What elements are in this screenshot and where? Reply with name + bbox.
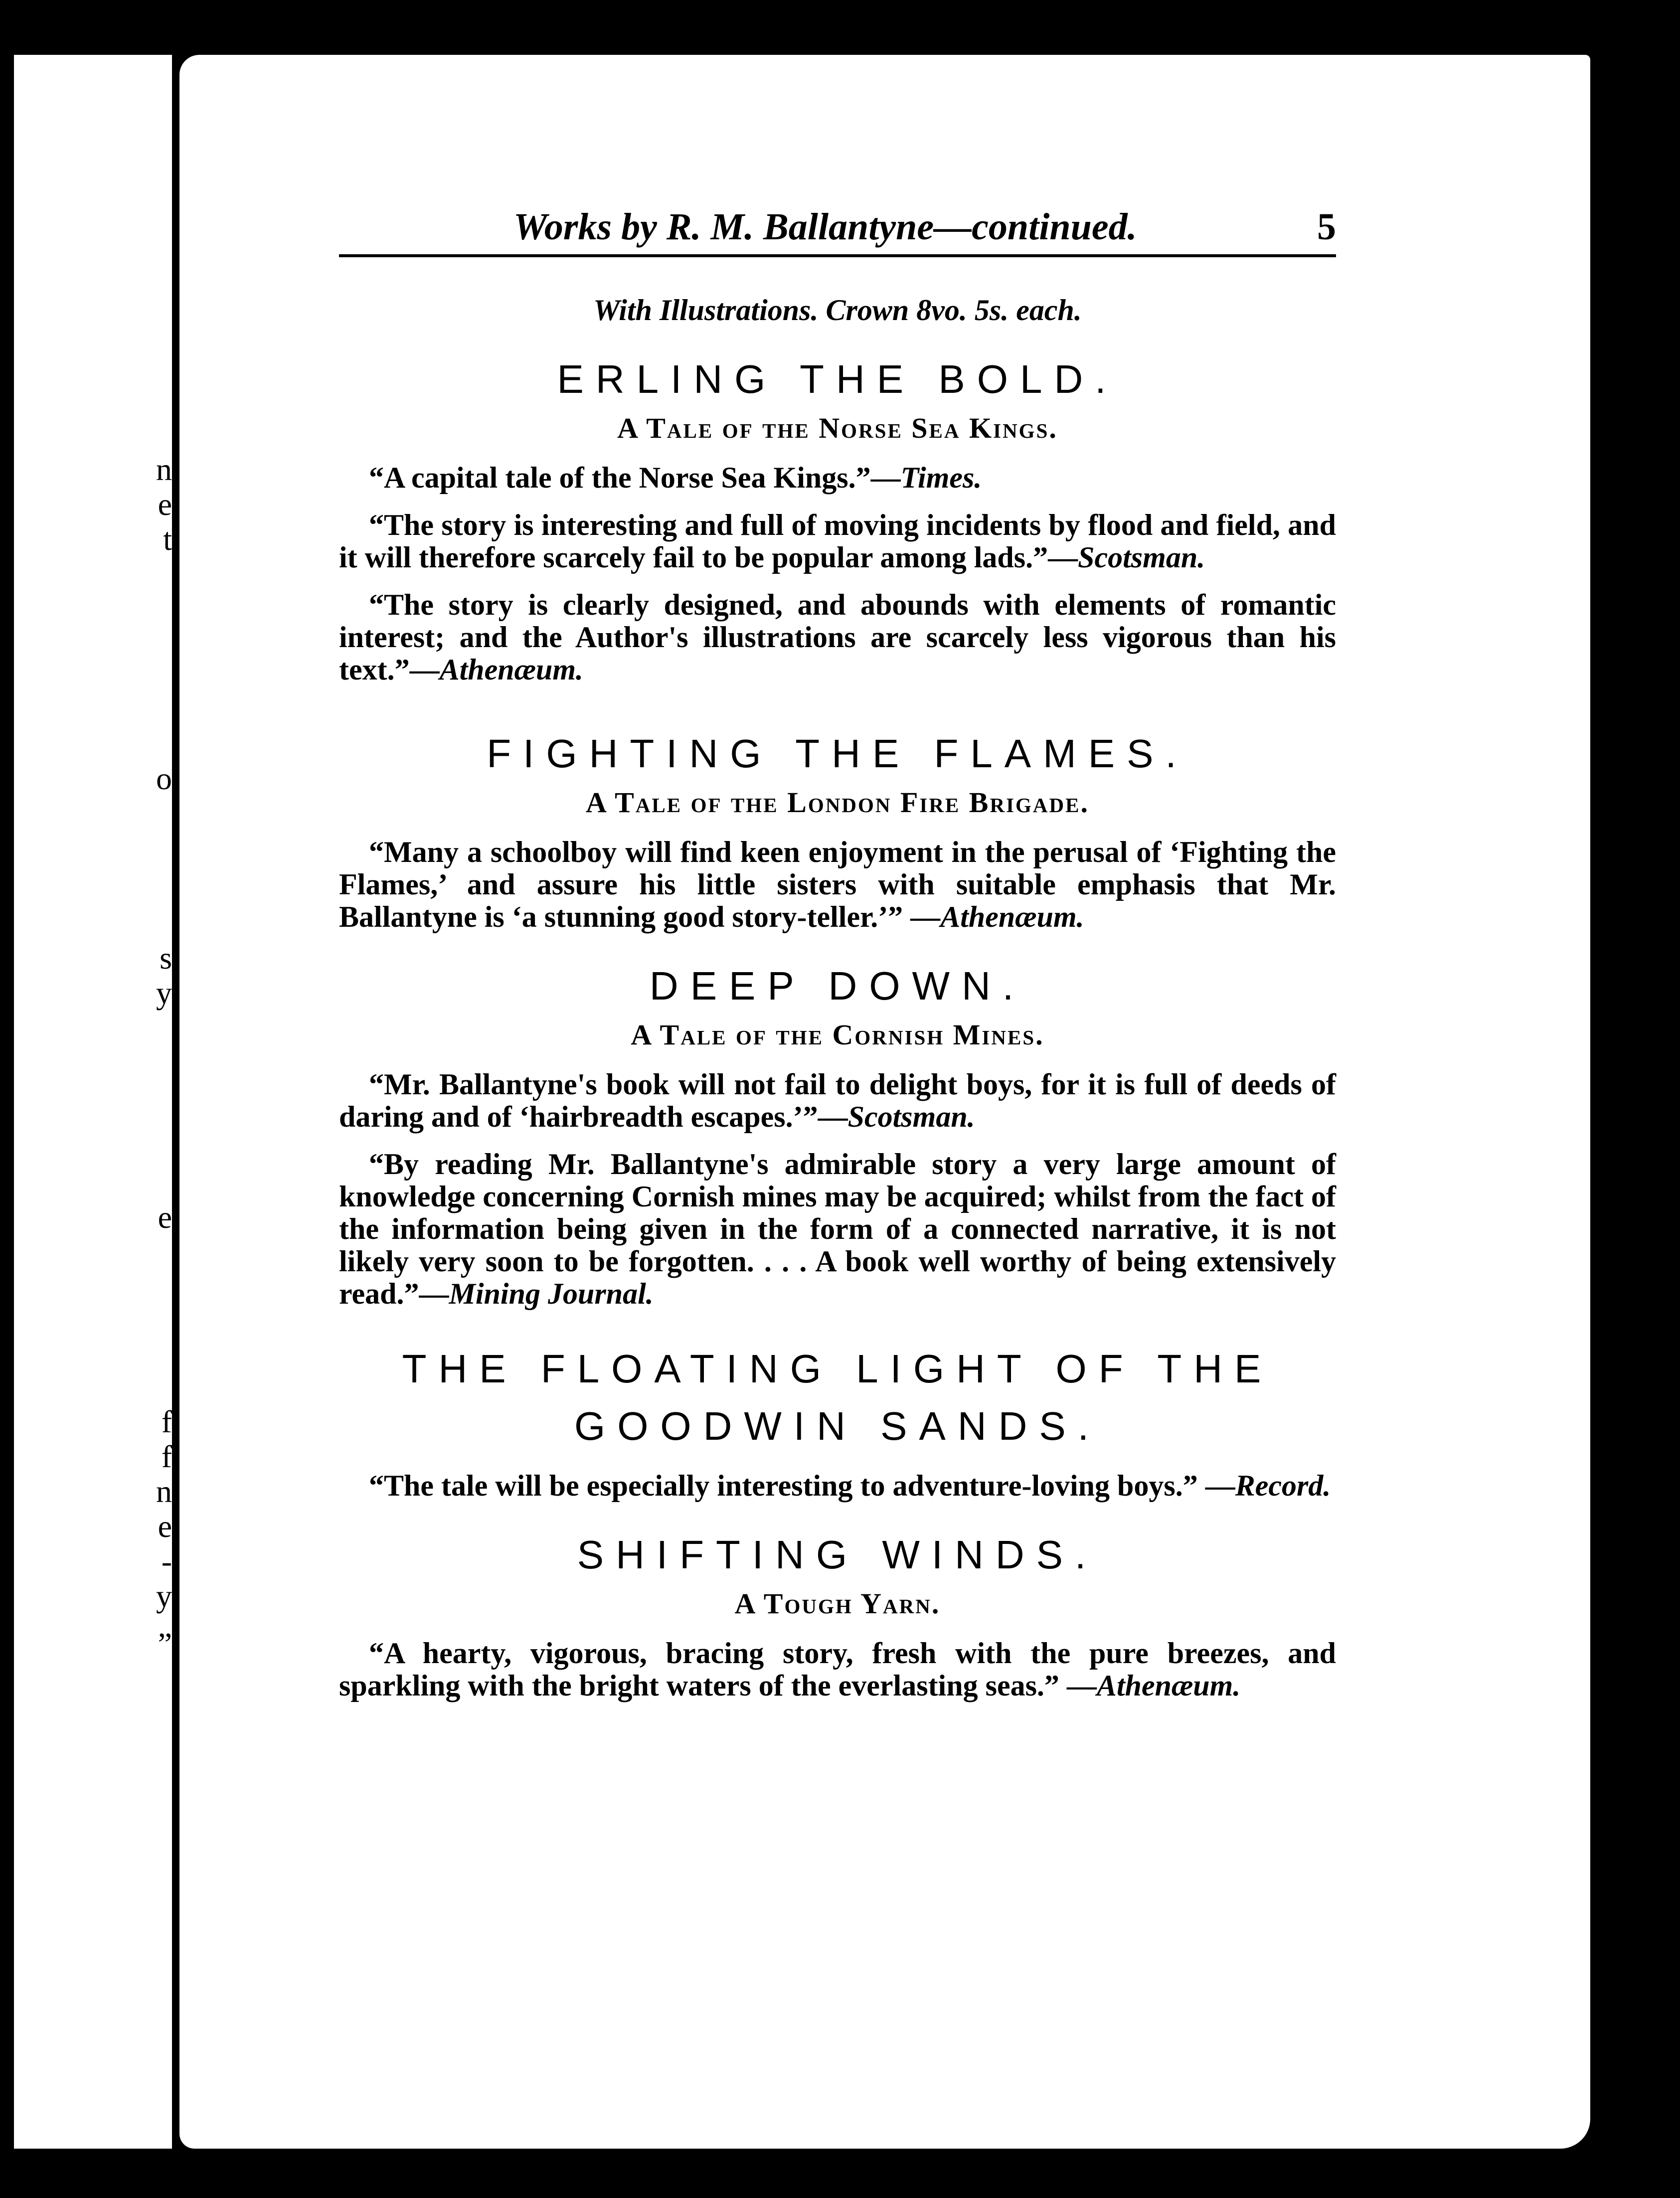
review-source: Times. [900, 461, 982, 494]
review-quote: “The story is interesting and full of moving incidents by flood and field, and it will therefore scarcely fail to be popular among lads.”—Scotsman. [339, 508, 1336, 574]
review-source: Scotsman. [847, 1100, 975, 1133]
book-title: FIGHTING THE FLAMES. [487, 731, 1188, 776]
review-source: Athenæum. [1096, 1669, 1241, 1702]
review-source: Scotsman. [1078, 541, 1205, 574]
book-title: SHIFTING WINDS. [577, 1532, 1098, 1577]
page-number: 5 [1317, 206, 1336, 248]
review-quote: “Many a schoolboy will find keen enjoyment in the perusal of ‘Fighting the Flames,’ and assure his little sisters with suitable emphasis that Mr. Ballantyne is ‘a stunning good story-teller.’” —Athenæum. [339, 836, 1336, 933]
book-title: DEEP DOWN. [649, 964, 1026, 1008]
review-source: Athenæum. [439, 653, 584, 686]
fragment: t [163, 521, 172, 557]
fragment: n [156, 452, 172, 487]
imprint-line: With Illustrations. Crown 8vo. 5s. each. [593, 294, 1082, 327]
facing-page-strip [0, 55, 172, 2149]
fragment: o [156, 761, 172, 796]
review-quote: “A capital tale of the Norse Sea Kings.”—Times. [369, 461, 982, 494]
fragment: „ [158, 1608, 172, 1644]
review-quote: “By reading Mr. Ballantyne's admirable story a very large amount of knowledge concerning Cornish mines may be acquired; whilst from the fact of the information being given in the form of a connected narrative, it is not likely very soon to be forgotten. . . . A book well worthy of being extensively read.”—Mining Journal. [339, 1148, 1336, 1310]
fragment: s [160, 940, 172, 976]
fragment: e [158, 1199, 172, 1235]
fragment: - [161, 1543, 172, 1579]
review-quote: “The story is clearly designed, and abounds with elements of romantic interest; and the Author's illustrations are scarcely less vigorous than his text.”—Athenæum. [339, 588, 1336, 686]
fragment: f [161, 1439, 172, 1474]
book-spine-shadow [0, 55, 14, 2149]
book-subtitle: A Tale of the Cornish Mines. [631, 1018, 1044, 1051]
fragment: y [156, 1578, 172, 1614]
fragment: y [156, 975, 172, 1011]
fragment: e [158, 1509, 172, 1544]
review-source: Mining Journal. [449, 1277, 654, 1310]
book-title: THE FLOATING LIGHT OF THE GOODWIN SANDS. [402, 1347, 1273, 1448]
review-quote: “A hearty, vigorous, bracing story, fresh with the pure breezes, and sparkling with the bright waters of the everlasting seas.” —Athenæum. [339, 1637, 1336, 1702]
book-subtitle: A Tale of the London Fire Brigade. [586, 786, 1089, 819]
review-quote: “The tale will be especially interesting to adventure-loving boys.” —Record. [369, 1469, 1331, 1502]
fragment: e [158, 487, 172, 522]
running-head [339, 194, 1336, 257]
review-source: Athenæum. [940, 900, 1084, 933]
book-subtitle: A Tough Yarn. [734, 1587, 941, 1620]
book-title: ERLING THE BOLD. [557, 357, 1118, 401]
running-head-title: Works by R. M. Ballantyne—continued. [513, 206, 1137, 248]
page-content [339, 194, 1336, 1717]
review-quote: “Mr. Ballantyne's book will not fail to delight boys, for it is full of deeds of daring and of ‘hairbreadth escapes.’”—Scotsman. [339, 1068, 1336, 1133]
fragment: n [156, 1474, 172, 1509]
book-subtitle: A Tale of the Norse Sea Kings. [617, 412, 1058, 444]
fragment: f [161, 1404, 172, 1439]
review-source: Record. [1235, 1469, 1331, 1502]
